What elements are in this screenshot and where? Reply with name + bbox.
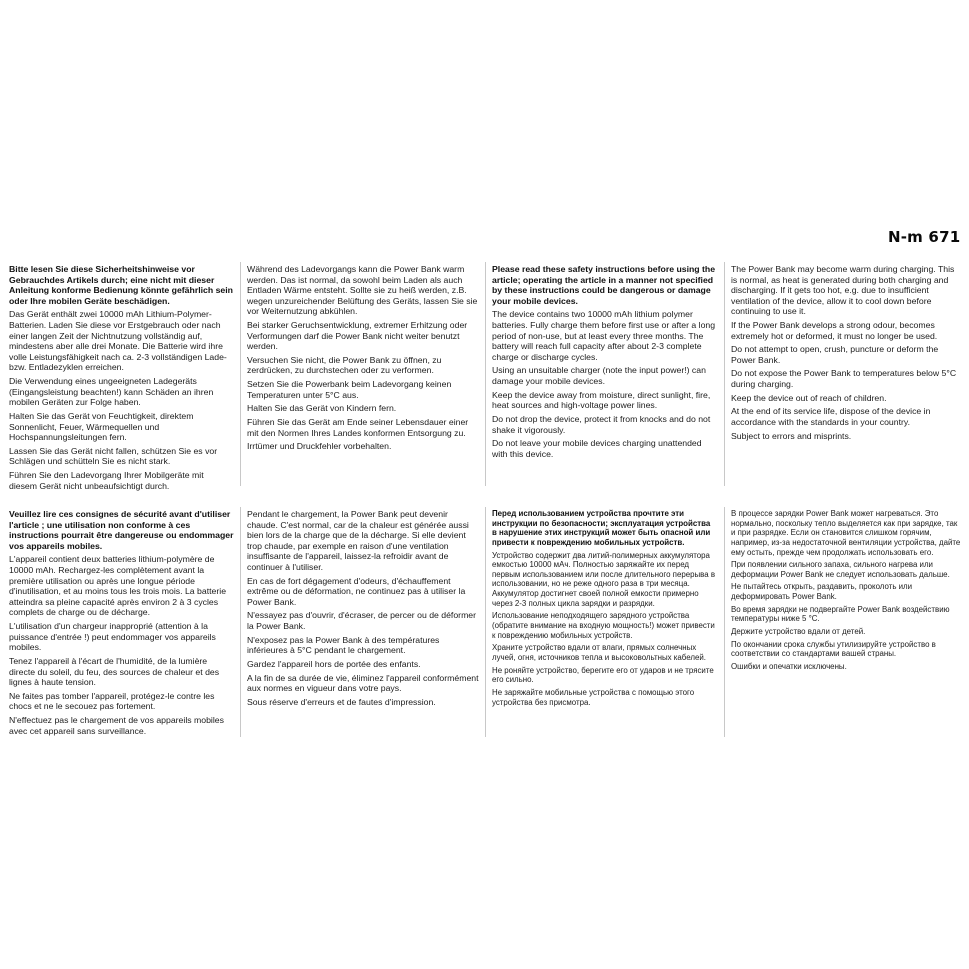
instruction-paragraph: Храните устройство вдали от влаги, прямых солнечных лучей, огня, источников тепла и высоковольтных кабелей. [492,643,706,662]
instruction-paragraph: Do not leave your mobile devices charging unattended with this device. [492,438,702,459]
section-heading: Перед использованием устройства прочтите эти инструкции по безопасности; эксплуатация устройства в нарушение этих инструкций может быть опасной или привести к повреждению мобильных устройств. [492,509,711,547]
instruction-paragraph: Sous réserve d'erreurs et de fautes d'impression. [247,696,436,707]
instruction-paragraph: Ne faites pas tomber l'appareil, protégez-le contre les chocs et ne le secouez pas fortement. [9,690,215,712]
section-en-2 [724,264,967,444]
instruction-paragraph: Halten Sie das Gerät von Kindern fern. [247,403,397,414]
instruction-paragraph: L'utilisation d'un chargeur inapproprié (attention à la puissance d'entrée !) peut endommager vos appareils mobiles. [9,621,216,653]
instruction-paragraph: The Power Bank may become warm during charging. This is normal, as heat is generated during both charging and discharging. If it gets too hot, e.g. due to insufficient ventilation of the device, allow it to cool down before continuing to use it. [731,264,955,317]
instruction-paragraph: Использование неподходящего зарядного устройства (обратите внимание на входную мощность!) может привести к повреждению мобильных устройств. [492,611,715,640]
instruction-paragraph: L'appareil contient deux batteries lithium-polymère de 10000 mAh. Rechargez-les complètement avant la première utilisation ou après une longue période d'inutilisation, et au moins tous les trois mois. La batterie atteindra sa pleine capacité après environ 2 à 3 cycles complets de charge ou de décharge. [9,554,227,618]
section-fr-2 [240,509,485,710]
section-de-2 [240,264,485,455]
instruction-paragraph: Pendant le chargement, la Power Bank peut devenir chaude. C'est normal, car de la chaleur est générée aussi bien lors de la charge que de la décharge. Si elle devient trop chaude, par exemple en raison d'une ventilation insuffisante de l'appareil, laissez-la refroidir avant de continuer à l'utiliser. [247,509,469,573]
instruction-paragraph: Das Gerät enthält zwei 10000 mAh Lithium-Polymer-Batterien. Laden Sie diese vor Erstgebrauch oder nach einer langen Zeit der Nichtnutzung vollständig auf, mindestens aber alle drei Monate. Die Batterie wird ihre volle Leistungsfähigkeit nach ca. 2-3 vollständigen Lade- bzw. Entladezyklen erreichen. [9,309,227,373]
instruction-paragraph: A la fin de sa durée de vie, éliminez l'appareil conformément aux normes en vigueur dans votre pays. [247,672,479,694]
instruction-paragraph: The device contains two 10000 mAh lithium polymer batteries. Fully charge them before first use or after a long period of non-use, but at least every three months. The battery will reach full capacity after about 2-3 complete charge or discharge cycles. [492,309,716,362]
instruction-paragraph: Устройство содержит два литий-полимерных аккумулятора емкостью 10000 мАч. Полностью заряжайте их перед первым использованием или после длительного перерыва в использовании, но не реже одного раза в три месяца. Аккумулятор достигнет своей полной емкости примерно через 2-3 полных цикла зарядки и разрядки. [492,550,716,608]
instruction-paragraph: По окончании срока службы утилизируйте устройство в соответствии со стандартами вашей страны. [731,639,936,659]
instruction-paragraph: Während des Ladevorgangs kann die Power Bank warm werden. Das ist normal, da sowohl beim Laden als auch Entladen Wärme entsteht. Sollte sie zu heiß werden, z.B. wegen unzureichender Belüftung des Geräts, lassen Sie sie vor Weiternutzung abkühlen. [247,264,478,317]
instruction-paragraph: Lassen Sie das Gerät nicht fallen, schützen Sie es vor Schlägen und schütteln Sie es nicht stark. [9,445,218,467]
instruction-paragraph: Do not expose the Power Bank to temperatures below 5°C during charging. [731,368,957,390]
section-fr-1 [2,509,240,739]
section-en-1 [485,264,723,462]
instruction-paragraph: Do not attempt to open, crush, puncture or deform the Power Bank. [731,344,939,365]
instruction-paragraph: N'effectuez pas le chargement de vos appareils mobiles avec cet appareil sans surveillance. [9,714,224,736]
instruction-paragraph: N'essayez pas d'ouvrir, d'écraser, de percer ou de déformer la Power Bank. [247,610,477,632]
section-ru-2 [724,509,967,675]
instruction-paragraph: Gardez l'appareil hors de portée des enfants. [247,658,421,669]
instruction-paragraph: Die Verwendung eines ungeeigneten Ladegeräts (Eingangsleistung beachten!) kann Schäden an ihren mobilen Geräten zur Folge haben. [9,376,214,408]
instruction-paragraph: Keep the device away from moisture, direct sunlight, fire, heat sources and high-voltage power lines. [492,389,711,411]
instruction-paragraph: Не заряжайте мобильные устройства с помощью этого устройства без присмотра. [492,687,695,707]
instruction-paragraph: Keep the device out of reach of children. [731,392,887,403]
instruction-paragraph: En cas de fort dégagement d'odeurs, d'échauffement extrême ou de déformation, ne continuez pas à utiliser la Power Bank. [247,575,466,607]
instruction-paragraph: Irrtümer und Druckfehler vorbehalten. [247,441,392,452]
instruction-paragraph: Halten Sie das Gerät von Feuchtigkeit, direktem Sonnenlicht, Feuer, Wärmequellen und Hochspannungsleitungen fern. [9,410,194,443]
instruction-paragraph: Führen Sie das Gerät am Ende seiner Lebensdauer einer mit den Normen Ihres Landes konformen Entsorgung zu. [247,416,469,438]
instruction-paragraph: Bei starker Geruchsentwicklung, extremer Erhitzung oder Verformungen darf die Power Bank nicht weiter benutzt werden. [247,320,468,352]
instruction-paragraph: Using an unsuitable charger (note the input power!) can damage your mobile devices. [492,365,706,387]
instruction-paragraph: If the Power Bank develops a strong odour, becomes extremely hot or deformed, it must no longer be used. [731,320,938,341]
section-heading: Bitte lesen Sie diese Sicherheitshinweise vor Gebrauchdes Artikels durch; eine nicht mit dieser Anleitung konforme Bedienung könnte gefährlich sein oder Ihre mobilen Geräte beschädigen. [9,264,233,306]
instruction-paragraph: Не роняйте устройство, берегите его от ударов и не трясите его сильно. [492,665,714,685]
instruction-paragraph: At the end of its service life, dispose of the device in accordance with the standards in your country. [731,406,931,427]
instruction-paragraph: Во время зарядки не подвергайте Power Bank воздействию температуры ниже 5 °С. [731,604,950,624]
instruction-paragraph: При появлении сильного запаха, сильного нагрева или деформации Power Bank не следует использовать дальше. [731,560,950,579]
instruction-paragraph: Tenez l'appareil à l'écart de l'humidité, de la lumière directe du soleil, du feu, des sources de chaleur et des lignes à haute tension. [9,655,220,688]
model-number: N-m 671 [888,228,961,246]
instruction-paragraph: Führen Sie den Ladevorgang Ihrer Mobilgeräte mit diesem Gerät nicht unbeaufsichtigt durch. [9,469,204,491]
section-ru-1 [485,509,723,710]
instruction-paragraph: Do not drop the device, protect it from knocks and do not shake it vigorously. [492,413,711,435]
instruction-paragraph: Setzen Sie die Powerbank beim Ladevorgang keinen Temperaturen unter 5°C aus. [247,379,452,400]
section-de-1 [2,264,240,494]
instruction-paragraph: Держите устройство вдали от детей. [731,627,866,637]
instruction-paragraph: Subject to errors and misprints. [731,430,852,441]
instruction-paragraph: Versuchen Sie nicht, die Power Bank zu öffnen, zu zerdrücken, zu durchstechen oder zu verformen. [247,354,442,376]
instruction-paragraph: N'exposez pas la Power Bank à des températures inférieures à 5°C pendant le chargement. [247,634,440,656]
instruction-paragraph: Ошибки и опечатки исключены. [731,661,847,671]
section-heading: Veuillez lire ces consignes de sécurité avant d'utiliser l'article ; une utilisation non conforme à ces instructions pourrait être dangereuse ou endommager vos appareils mobiles. [9,509,234,551]
section-heading: Please read these safety instructions before using the article; operating the article in a manner not specified by these instructions could be dangerous or damage your mobile devices. [492,264,716,306]
instruction-paragraph: В процессе зарядки Power Bank может нагреваться. Это нормально, поскольку тепло выделяется как при зарядке, так и при разрядке. Если он становится слишком горячим, например, из-за недостаточной вентиляции устройства, дайте ему остыть, прежде чем продолжать использовать его. [731,509,961,557]
instruction-paragraph: Не пытайтесь открыть, раздавить, проколоть или деформировать Power Bank. [731,582,913,602]
